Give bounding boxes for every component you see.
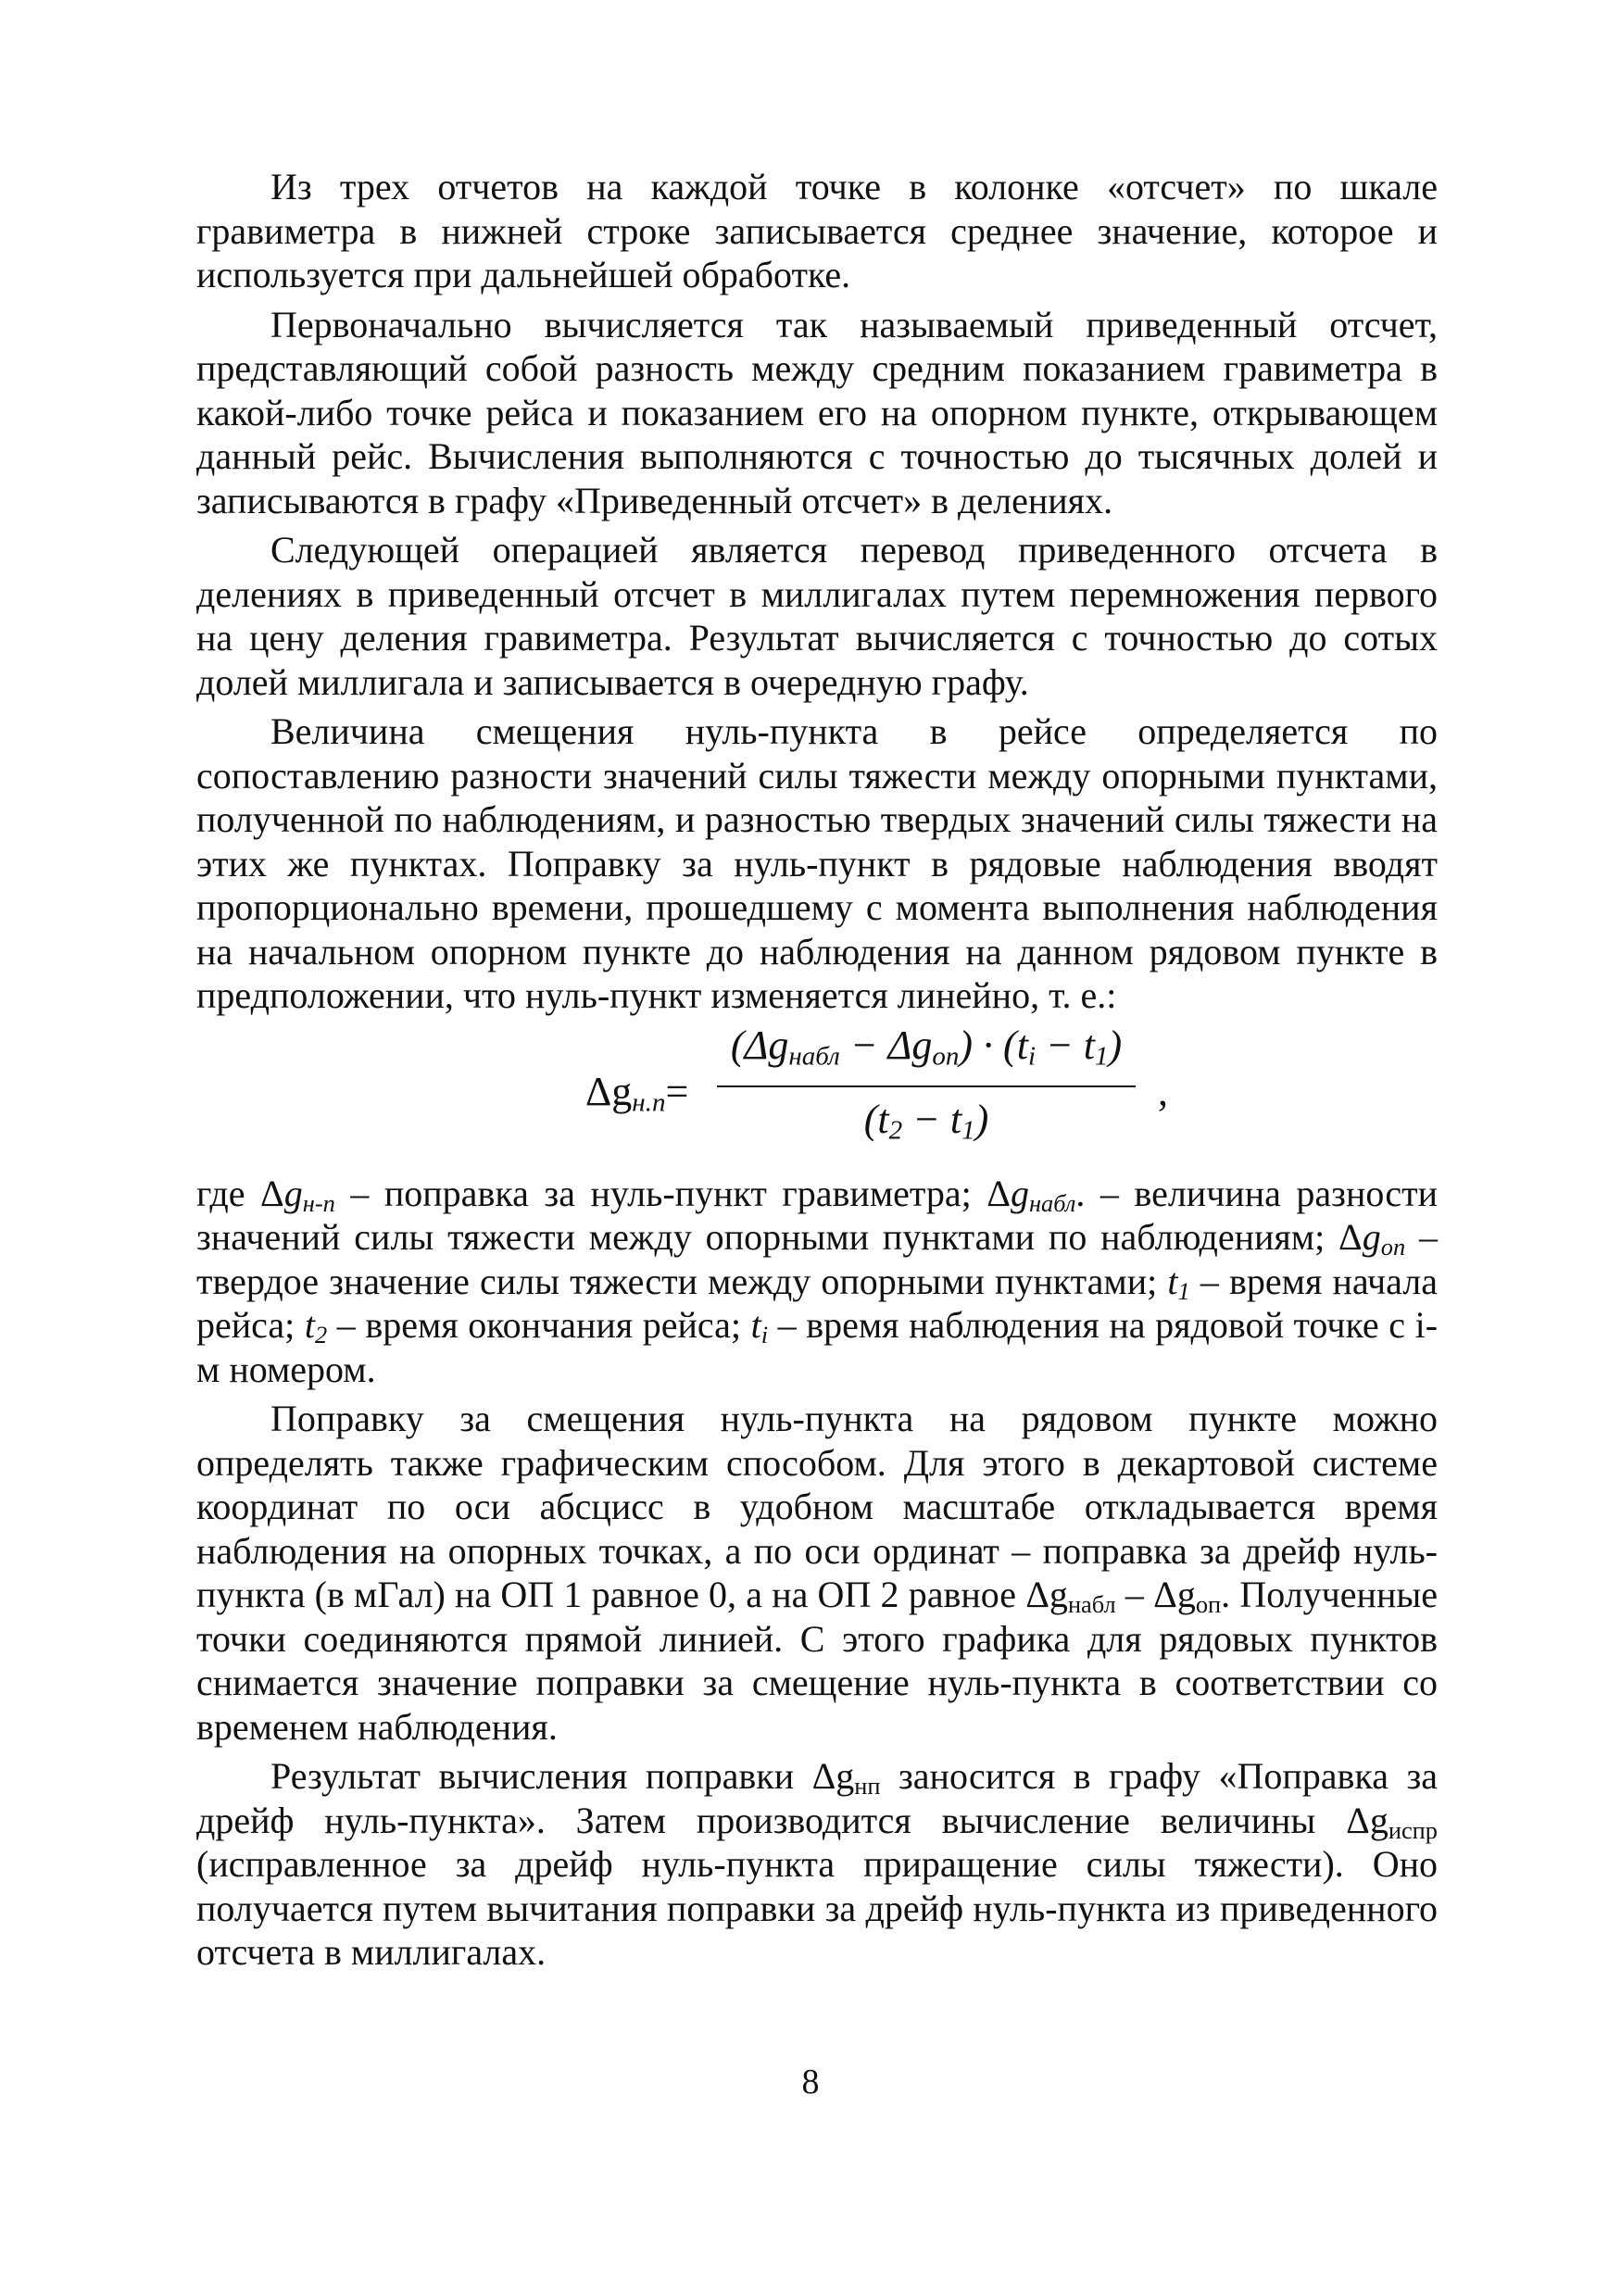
body-text: [196, 165, 1438, 1980]
formula-lhs: $\Delta g_{н.п}=$: [585, 1068, 689, 1117]
paragraph-where-definitions: где $\Delta g_{н-п}$ – поправка за нуль-пункт гравиметра; $\Delta g_{набл}$. – величина разности значений силы тяжести между опорными пунктами по наблюдениям; $\Delta g_{оп}$ – твердое значение силы тяжести между опорными пунктами; $t_1$ – время начала рейса; $t_2$ – время окончания рейса; $t_i$ – время наблюдения на рядовой точке с i-м номером.: [196, 1172, 1439, 1390]
zero-drift-formula: [196, 1023, 1438, 1164]
paragraph-graphical-method: Поправку за смещения нуль-пункта на рядовом пункте можно определять также графическим способом. Для этого в декартовой системе координат по оси абсцисс в удобном масштабе откладывается время наблюдения на опорных точках, а по оси ординат – поправка за дрейф нуль-пункта (в мГал) на ОП 1 равное 0, а на ОП 2 равное $\Delta g_{набл} - \Delta g_{оп}$. Полученные точки соединяются прямой линией. С этого графика для рядовых пунктов снимается значение поправки за смещение нуль-пункта в соответствии со временем наблюдения.: [196, 1398, 1438, 1748]
paragraph-milligal-conversion: Следующей операцией является перевод приведенного отсчета в делениях в приведенный отсчет в миллигалах путем перемножения первого на цену деления гравиметра. Результат вычисляется с точностью до сотых долей миллигала и записывается в очередную графу.: [196, 529, 1438, 703]
formula-fraction: [711, 1023, 1141, 1162]
formula-denominator: $(t_2 - t_1)$: [863, 1096, 989, 1145]
paragraph-zero-drift: Величина смещения нуль-пункта в рейсе определяется по сопоставлению разности значений силы тяжести между опорными пунктами, полученной по наблюдениям, и разностью твердых значений силы тяжести на этих же пунктах. Поправку за нуль-пункт в рядовые наблюдения вводят пропорционально времени, прошедшему с момента выполнения наблюдения на начальном опорном пункте до наблюдения на данном рядовом пункте в предположении, что нуль-пункт изменяется линейно, т. е.:: [196, 710, 1438, 1016]
formula-comma: ,: [1158, 1068, 1168, 1114]
fraction-bar: [717, 1085, 1136, 1087]
paragraph-reduced-reading: Первоначально вычисляется так называемый приведенный отсчет, представляющий собой разность между средним показанием гравиметра в какой-либо точке рейса и показанием его на опорном пункте, открывающем данный рейс. Вычисления выполняются с точностью до тысячных долей и записываются в графу «Приведенный отсчет» в делениях.: [196, 303, 1438, 521]
formula-numerator: $(\Delta g_{набл} - \Delta g_{оп}) \cdot (t_i - t_1)$: [730, 1022, 1123, 1071]
paragraph-correction-result: Результат вычисления поправки $\Delta g_{нп}$ заносится в графу «Поправка за дрейф нуль-пункта». Затем производится вычисление величины $\Delta g_{испр}$ (исправленное за дрейф нуль-пункта приращение силы тяжести). Оно получается путем вычитания поправки за дрейф нуль-пункта из приведенного отсчета в миллигалах.: [196, 1755, 1438, 1973]
paragraph-readings-average: Из трех отчетов на каждой точке в колонке «отсчет» по шкале гравиметра в нижней строке записывается среднее значение, которое и используется при дальнейшей обработке.: [196, 166, 1438, 295]
page-number: 8: [801, 2063, 820, 2102]
